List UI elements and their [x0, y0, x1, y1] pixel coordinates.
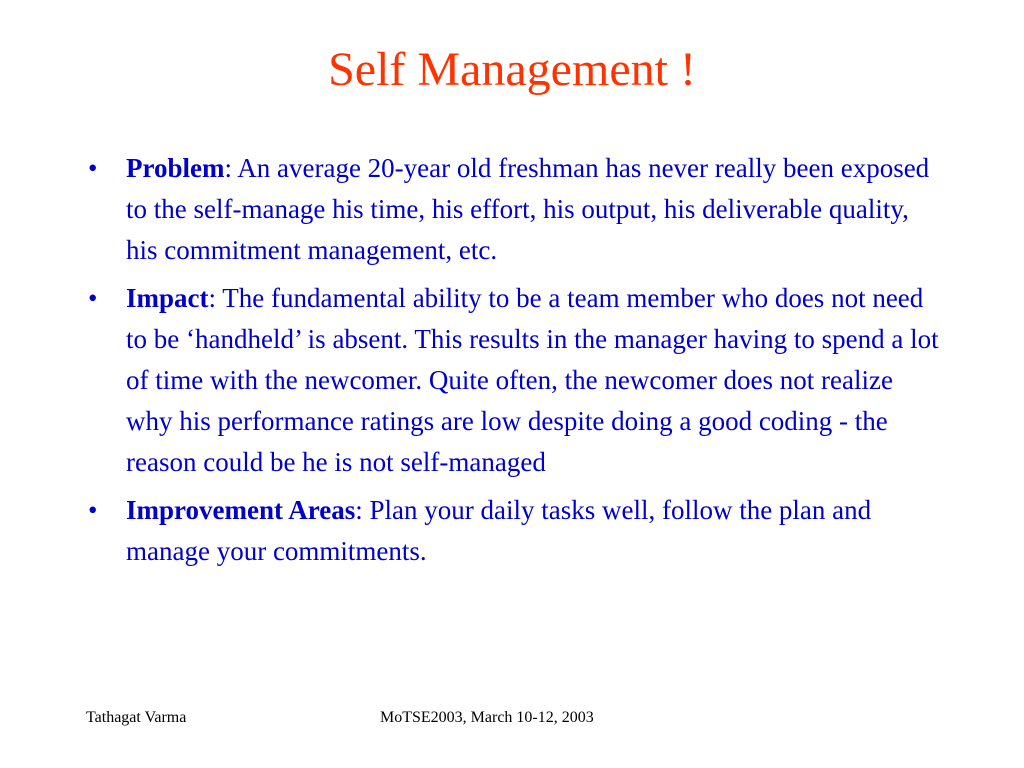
bullet-text: : An average 20-year old freshman has never really been exposed to the self-manage his time, his effort, his output, his deliverable quality, his commitment management, etc. [126, 153, 930, 265]
footer-event: MoTSE2003, March 10-12, 2003 [380, 709, 594, 726]
footer-author: Tathagat Varma [86, 709, 187, 726]
bullet-point-icon: • [88, 283, 98, 313]
bullet-point-icon: • [88, 153, 98, 183]
bullet-text: : Plan your daily tasks well, follow the plan and manage your commitments. [126, 495, 872, 566]
bullet-point-icon: • [88, 495, 98, 525]
bullet-term: Impact [126, 283, 209, 313]
bullet-item-improvement-areas [86, 490, 946, 572]
bullet-item-problem [86, 148, 946, 271]
bullet-list [86, 148, 946, 579]
bullet-item-impact [86, 278, 946, 483]
bullet-term: Problem [126, 153, 225, 183]
bullet-text: : The fundamental ability to be a team member who does not need to be ‘handheld’ is absent. This results in the manager having to spend a lot of time with the newcomer. Quite often, the newcomer does not realize why his performance ratings are low despite doing a good coding - the reason could be he is not self-managed [126, 283, 939, 477]
slide-title: Self Management ! [328, 43, 696, 96]
bullet-term: Improvement Areas [126, 495, 356, 525]
